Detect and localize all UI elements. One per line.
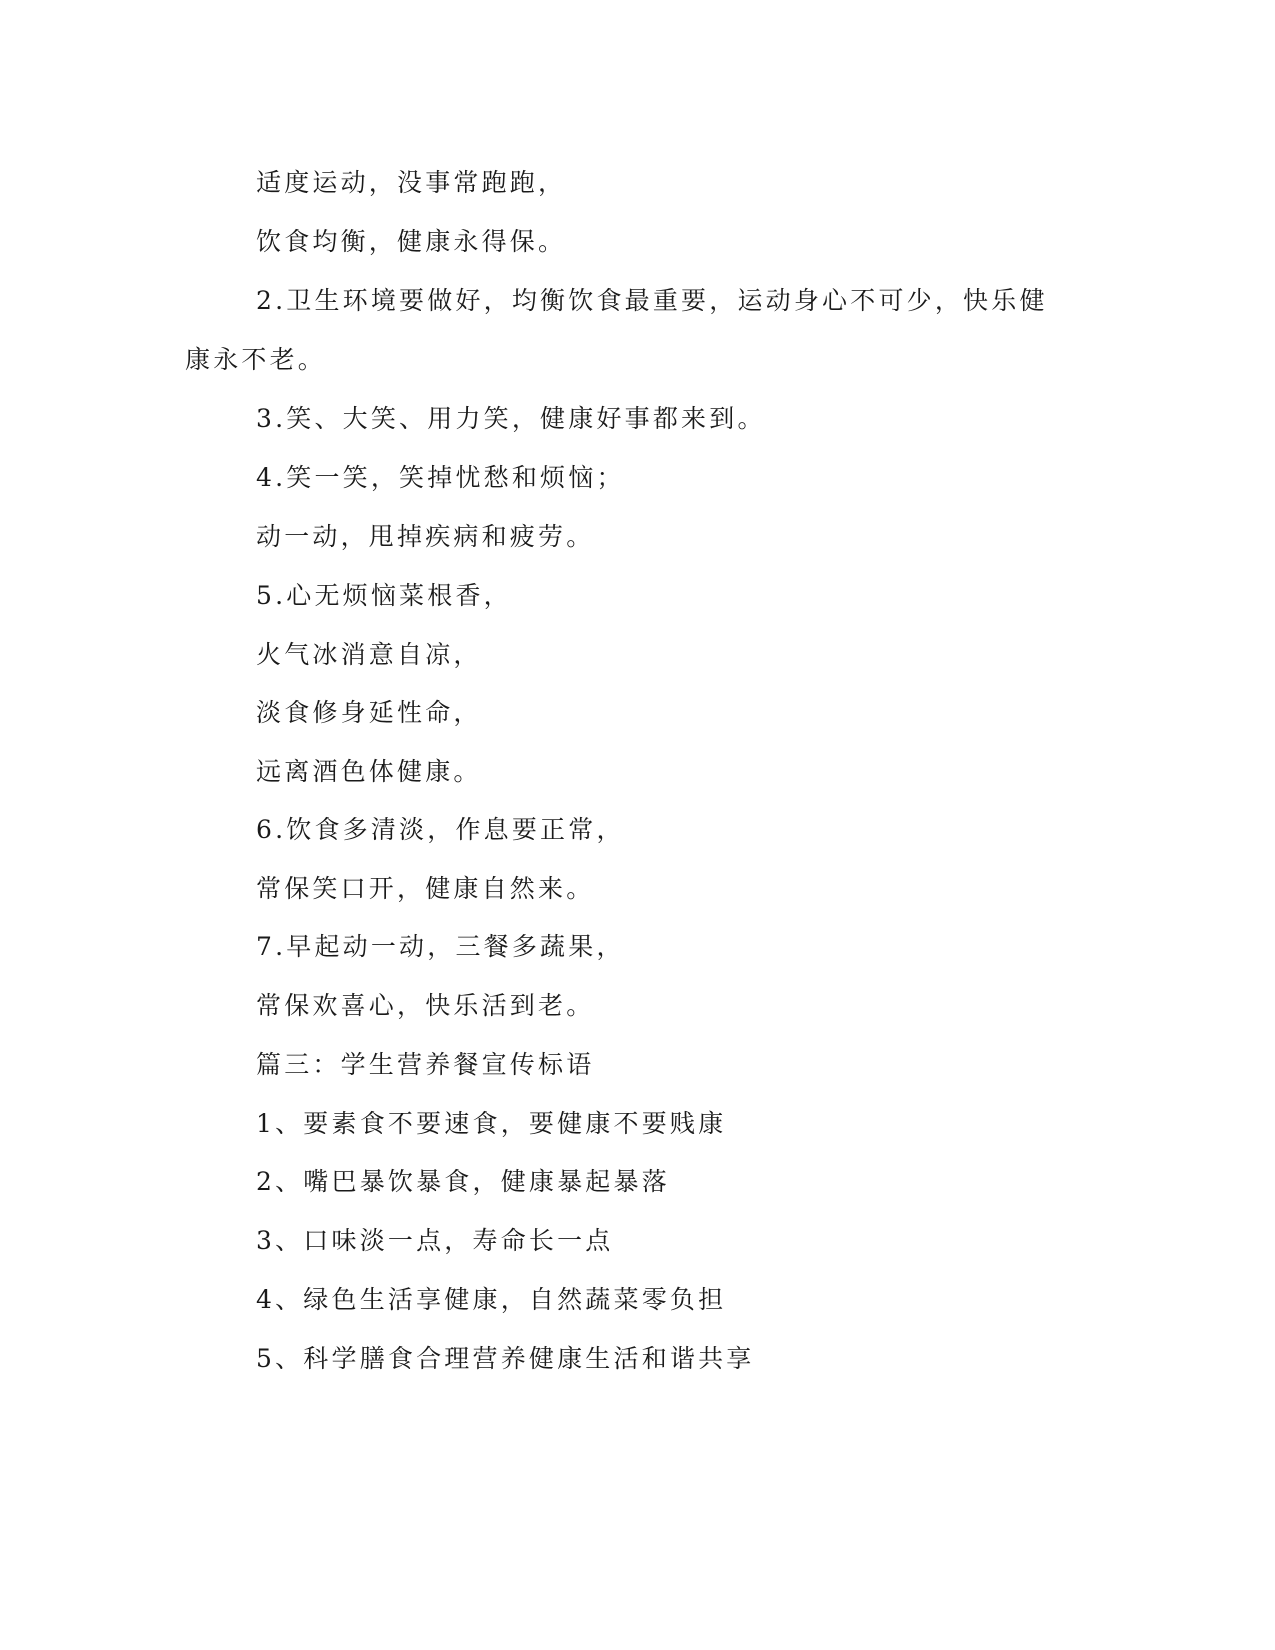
text-line: 常保欢喜心，快乐活到老。	[256, 991, 595, 1020]
text-line: 康永不老。	[185, 345, 327, 374]
text-line: 5.心无烦恼菜根香，	[256, 581, 512, 610]
list-item: 4、绿色生活享健康，自然蔬菜零负担	[256, 1285, 727, 1314]
section-heading: 篇三：学生营养餐宣传标语	[256, 1050, 595, 1079]
text-line: 饮食均衡，健康永得保。	[256, 227, 567, 256]
text-line: 动一动，甩掉疾病和疲劳。	[256, 522, 595, 551]
text-line: 适度运动，没事常跑跑，	[256, 168, 567, 197]
text-line: 淡食修身延性命，	[256, 698, 482, 727]
list-item: 5、科学膳食合理营养健康生活和谐共享	[256, 1344, 755, 1373]
text-line: 常保笑口开，健康自然来。	[256, 874, 595, 903]
text-line: 3.笑、大笑、用力笑，健康好事都来到。	[256, 404, 766, 433]
list-item: 3、口味淡一点，寿命长一点	[256, 1226, 614, 1255]
text-line: 7.早起动一动，三餐多蔬果，	[256, 932, 625, 961]
text-line: 2.卫生环境要做好，均衡饮食最重要，运动身心不可少，快乐健	[256, 286, 1048, 315]
text-line: 远离酒色体健康。	[256, 757, 482, 786]
text-line: 6.饮食多清淡，作息要正常，	[256, 815, 625, 844]
text-line: 火气冰消意自凉，	[256, 640, 482, 669]
list-item: 1、要素食不要速食，要健康不要贱康	[256, 1109, 727, 1138]
text-line: 4.笑一笑，笑掉忧愁和烦恼；	[256, 463, 625, 492]
list-item: 2、嘴巴暴饮暴食，健康暴起暴落	[256, 1167, 670, 1196]
